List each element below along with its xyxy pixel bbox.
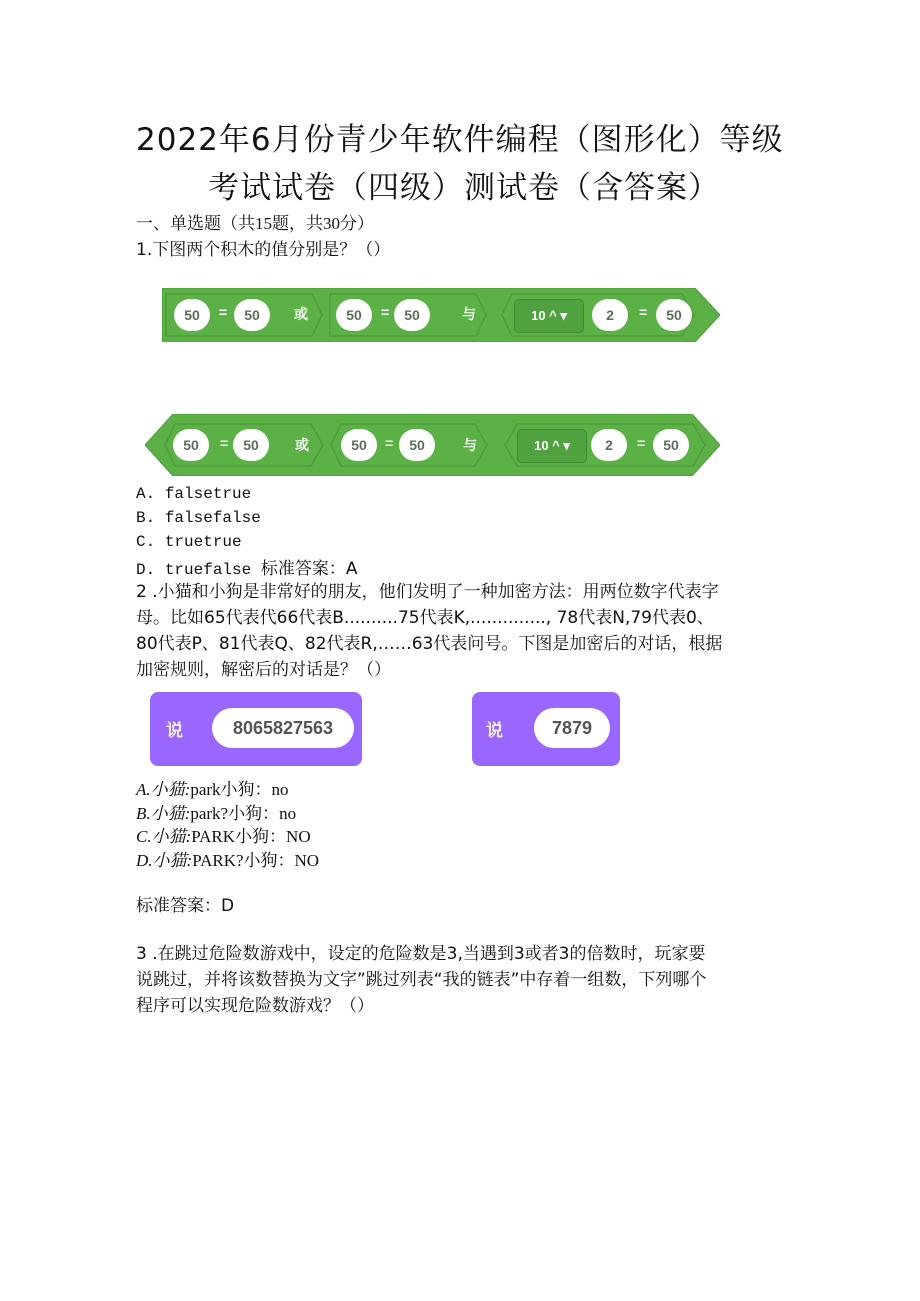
- say-block-dog-bubble: 7879: [534, 708, 610, 748]
- block2-eq-1: =: [220, 435, 229, 451]
- q1-option-a-text: falsetrue: [164, 485, 252, 503]
- q2-line-3: 80代表P、81代表Q、82代表R,……63代表问号。下图是加密后的对话，根据: [136, 634, 723, 654]
- block2-value-e: 2: [591, 429, 627, 461]
- block1-and: 与: [462, 306, 476, 322]
- q1-option-d: [136, 557, 357, 581]
- q3-line-3: 程序可以实现危险数游戏？（）: [136, 996, 374, 1016]
- q1-option-d-letter: D.: [136, 561, 156, 579]
- q2-option-b: [136, 799, 296, 824]
- block2-and: 与: [463, 437, 477, 453]
- q2-option-d: [136, 846, 319, 871]
- q3-line-2: 说跳过，并将该数替换为文字”跳过列表“我的链表”中存着一组数，下列哪个: [136, 970, 707, 990]
- q2-option-d-who: 小猫:: [152, 851, 193, 870]
- q1-option-a: [136, 485, 251, 503]
- q1-option-c-text: truetrue: [164, 533, 242, 551]
- block2-eq-3: =: [637, 435, 646, 451]
- block1-eq-1: =: [219, 304, 228, 320]
- say-block-dog: [472, 692, 620, 766]
- block1-value-e: 2: [592, 299, 628, 331]
- block1-or: 或: [294, 306, 308, 322]
- q2-option-a-text: park小狗：no: [190, 780, 289, 799]
- q2-line-4: 加密规则，解密后的对话是？（）: [136, 660, 391, 680]
- q2-option-c-text: PARK小狗：NO: [191, 827, 311, 846]
- q1-option-c: [136, 533, 242, 551]
- q3-line-1: 3 .在跳过危险数游戏中，设定的危险数是3,当遇到3或者3的倍数时，玩家要: [136, 944, 706, 964]
- block2-value-a: 50: [173, 429, 209, 461]
- q1-answer: 标准答案：A: [260, 559, 358, 579]
- q2-line-1: 2 .小猫和小狗是非常好的朋友，他们发明了一种加密方法：用两位数字代表字: [136, 582, 719, 602]
- doc-title-line2: 考试试卷（四级）测试卷（含答案）: [208, 170, 720, 206]
- q2-option-b-who: 小猫:: [150, 804, 191, 823]
- block2-value-c: 50: [341, 429, 377, 461]
- block1-eq-2: =: [381, 304, 390, 320]
- q1-stem: 1.下图两个积木的值分别是？（）: [136, 240, 391, 260]
- block2-value-d: 50: [399, 429, 435, 461]
- block1-eq-3: =: [639, 304, 648, 320]
- block1-dropdown: 10 ^ ▾: [514, 299, 584, 333]
- q1-option-a-letter: A.: [136, 485, 156, 503]
- say-block-cat-label: 说: [166, 721, 183, 741]
- block2-or: 或: [295, 437, 309, 453]
- q2-option-a-who: 小猫:: [150, 780, 191, 799]
- block1-value-b: 50: [234, 299, 270, 331]
- q2-option-d-letter: D.: [136, 851, 153, 870]
- block1-value-c: 50: [336, 299, 372, 331]
- q2-option-a-letter: A.: [136, 780, 151, 799]
- q2-option-d-text: PARK?小狗：NO: [192, 851, 320, 870]
- q1-option-b-letter: B.: [136, 509, 156, 527]
- section-header: 一、单选题（共15题，共30分）: [136, 214, 374, 233]
- block2-eq-2: =: [385, 435, 394, 451]
- block2-value-b: 50: [233, 429, 269, 461]
- block1-value-f: 50: [656, 299, 692, 331]
- q2-line-2: 母。比如65代表代66代表B..........75代表K,.............., 78代表N,79代表0、: [136, 608, 714, 628]
- scratch-block-2: [145, 414, 720, 476]
- block2-dropdown: 10 ^ ▾: [517, 429, 587, 463]
- q2-option-a: [136, 775, 289, 800]
- q2-option-c-letter: C.: [136, 827, 152, 846]
- block1-value-a: 50: [174, 299, 210, 331]
- scratch-block-1: [162, 288, 720, 342]
- q2-option-c-who: 小猫:: [151, 827, 192, 846]
- q2-answer: 标准答案：D: [136, 896, 235, 916]
- say-block-cat: [150, 692, 362, 766]
- block1-value-d: 50: [394, 299, 430, 331]
- q1-option-c-letter: C.: [136, 533, 156, 551]
- q1-option-d-text: truefalse: [164, 561, 252, 579]
- block2-value-f: 50: [653, 429, 689, 461]
- q2-option-b-letter: B.: [136, 804, 151, 823]
- say-block-cat-bubble: 8065827563: [212, 708, 354, 748]
- q2-option-c: [136, 822, 311, 847]
- say-block-dog-label: 说: [486, 721, 503, 741]
- doc-title-line1: 2022年6月份青少年软件编程（图形化）等级: [136, 122, 784, 158]
- q2-option-b-text: park?小狗：no: [190, 804, 297, 823]
- q1-option-b-text: falsefalse: [164, 509, 261, 527]
- q1-option-b: [136, 509, 261, 527]
